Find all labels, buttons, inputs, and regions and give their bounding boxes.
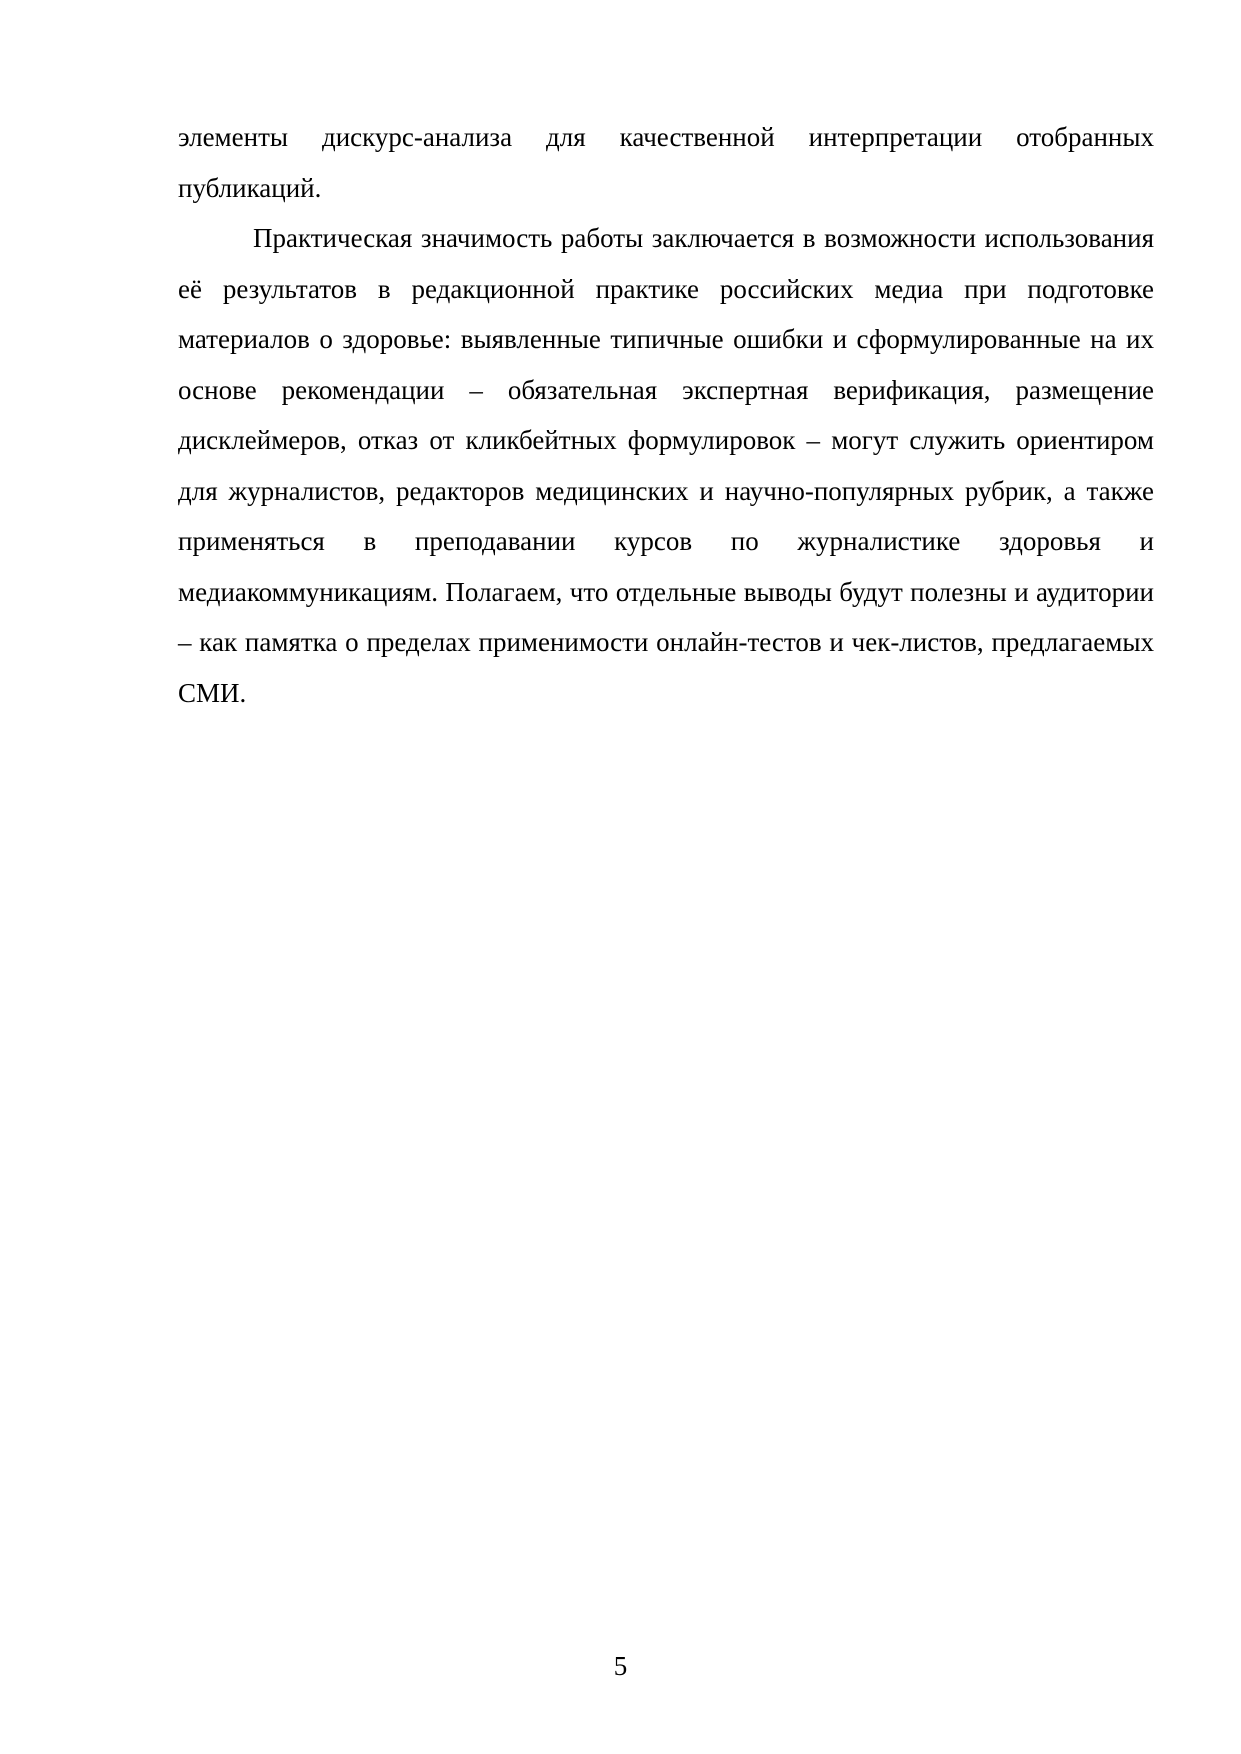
paragraph-continuation: элементы дискурс-анализа для качественной интерпретации отобранных публикаций.: [178, 122, 1154, 203]
body-text: [178, 112, 1154, 718]
page-number: 5: [613, 1651, 628, 1681]
paragraph-practical-significance: Практическая значимость работы заключается в возможности использования её результатов в редакционной практике российских медиа при подготовке материалов о здоровье: выявленные типичные ошибки и сформулированные на их основе рекомендации – обязательная экспертная верификация, размещение дисклеймеров, отказ от кликбейтных формулировок – могут служить ориентиром для журналистов, редакторов медицинских и научно-популярных рубрик, а также применяться в преподавании курсов по журналистике здоровья и медиакоммуникациям. Полагаем, что отдельные выводы будут полезны и аудитории – как памятка о пределах применимости онлайн-тестов и чек-листов, предлагаемых СМИ.: [178, 223, 1154, 708]
